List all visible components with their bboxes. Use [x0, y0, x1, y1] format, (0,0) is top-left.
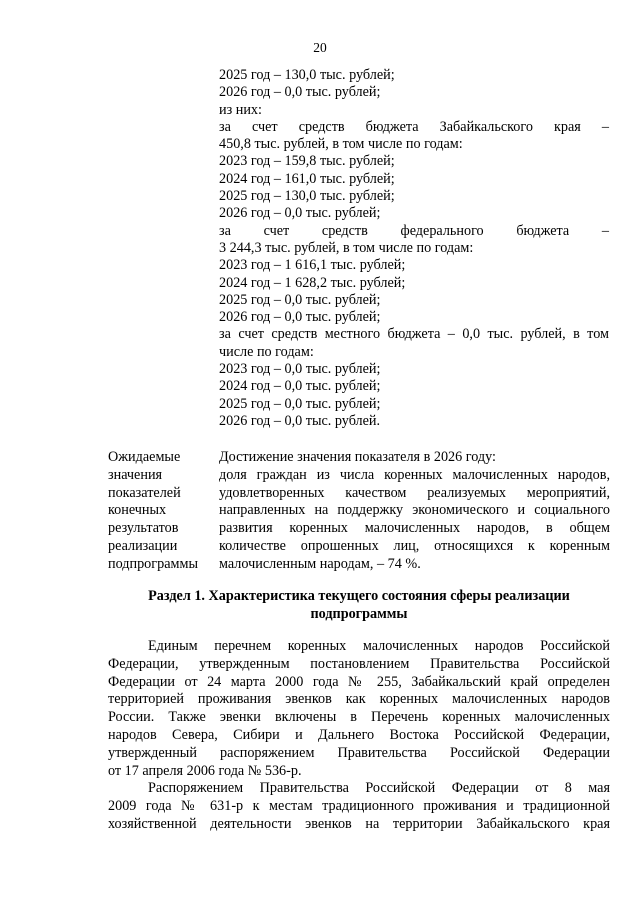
results-label-line: конечных: [108, 502, 167, 519]
funding-line: 2025 год – 0,0 тыс. рублей;: [219, 291, 381, 308]
page-number: 20: [313, 40, 327, 55]
results-label-line: Ожидаемые: [108, 449, 181, 465]
funding-line: 450,8 тыс. рублей, в том числе по годам:: [219, 136, 463, 153]
results-text-line: Достижение значения показателя в 2026 году:: [219, 449, 497, 465]
body-line: Единым перечнем коренных малочисленных народов Российской: [148, 638, 610, 654]
section-heading-line: Раздел 1. Характеристика текущего состояния сферы реализации: [148, 588, 570, 604]
funding-line: 2026 год – 0,0 тыс. рублей.: [219, 412, 381, 429]
funding-line: 2026 год – 0,0 тыс. рублей;: [219, 309, 381, 326]
funding-line: 3 244,3 тыс. рублей, в том числе по годам:: [219, 239, 474, 256]
funding-line: 2024 год – 161,0 тыс. рублей;: [219, 170, 395, 187]
funding-line: 2025 год – 130,0 тыс. рублей;: [219, 188, 395, 205]
body-line: от 17 апреля 2006 года № 536-р.: [108, 762, 302, 779]
body-line: хозяйственной деятельности эвенков на территории Забайкальского края: [108, 815, 610, 832]
body-line: утвержденный распоряжением Правительства Российской Федерации: [108, 744, 610, 761]
results-label: [108, 449, 213, 574]
results-text-line: удовлетворенных качеством реализуемых мероприятий,: [219, 484, 610, 501]
funding-block: [219, 67, 609, 430]
funding-line: 2024 год – 1 628,2 тыс. рублей;: [219, 274, 406, 291]
funding-line: 2025 год – 130,0 тыс. рублей;: [219, 67, 395, 83]
funding-line: 2025 год – 0,0 тыс. рублей;: [219, 395, 381, 412]
funding-line: за счет средств бюджета Забайкальского края –: [219, 118, 609, 135]
body-line: народов Севера, Сибири и Дальнего Востока Российской Федерации,: [108, 726, 610, 743]
funding-line: 2023 год – 0,0 тыс. рублей;: [219, 361, 381, 378]
body-line: Распоряжением Правительства Российской Федерации от 8 мая: [148, 780, 610, 797]
results-label-line: значения: [108, 466, 163, 483]
body-line: 2009 года № 631-р к местам традиционного проживания и традиционной: [108, 798, 610, 815]
results-text-line: малочисленным народам, – 74 %.: [219, 555, 421, 572]
body-line: Федерации от 24 марта 2000 года № 255, Забайкальский край определен: [108, 673, 610, 690]
funding-line: 2026 год – 0,0 тыс. рублей;: [219, 84, 381, 101]
results-text-line: направленных на поддержку экономического и социального: [219, 502, 610, 519]
results-text-line: доля граждан из числа коренных малочисленных народов,: [219, 466, 610, 483]
funding-line: 2023 год – 1 616,1 тыс. рублей;: [219, 257, 406, 274]
results-label-line: подпрограммы: [108, 555, 198, 572]
funding-line: 2024 год – 0,0 тыс. рублей;: [219, 378, 381, 395]
results-text-line: развития коренных малочисленных народов, в общем: [219, 520, 610, 537]
results-text: [219, 449, 610, 574]
funding-line: 2023 год – 159,8 тыс. рублей;: [219, 153, 395, 170]
funding-line: за счет средств федерального бюджета –: [219, 222, 609, 239]
body-line: России. Также эвенки включены в Перечень коренных малочисленных: [108, 709, 610, 726]
funding-line: за счет средств местного бюджета – 0,0 тыс. рублей, в том: [219, 326, 609, 343]
results-text-line: количестве опрошенных лиц, относящихся к коренным: [219, 537, 610, 554]
section-heading-line: подпрограммы: [310, 606, 408, 622]
funding-line: 2026 год – 0,0 тыс. рублей;: [219, 205, 381, 222]
body-paragraphs: [108, 638, 610, 834]
results-label-line: показателей: [108, 484, 181, 501]
section-heading: [108, 587, 610, 623]
results-label-line: результатов: [108, 520, 179, 537]
results-label-line: реализации: [108, 537, 178, 554]
funding-line: числе по годам:: [219, 343, 314, 360]
body-line: Федерации, утвержденным постановлением Правительства Российской: [108, 655, 610, 672]
funding-line: из них:: [219, 101, 262, 118]
body-line: территорией проживания эвенков как коренных малочисленных народов: [108, 691, 610, 708]
